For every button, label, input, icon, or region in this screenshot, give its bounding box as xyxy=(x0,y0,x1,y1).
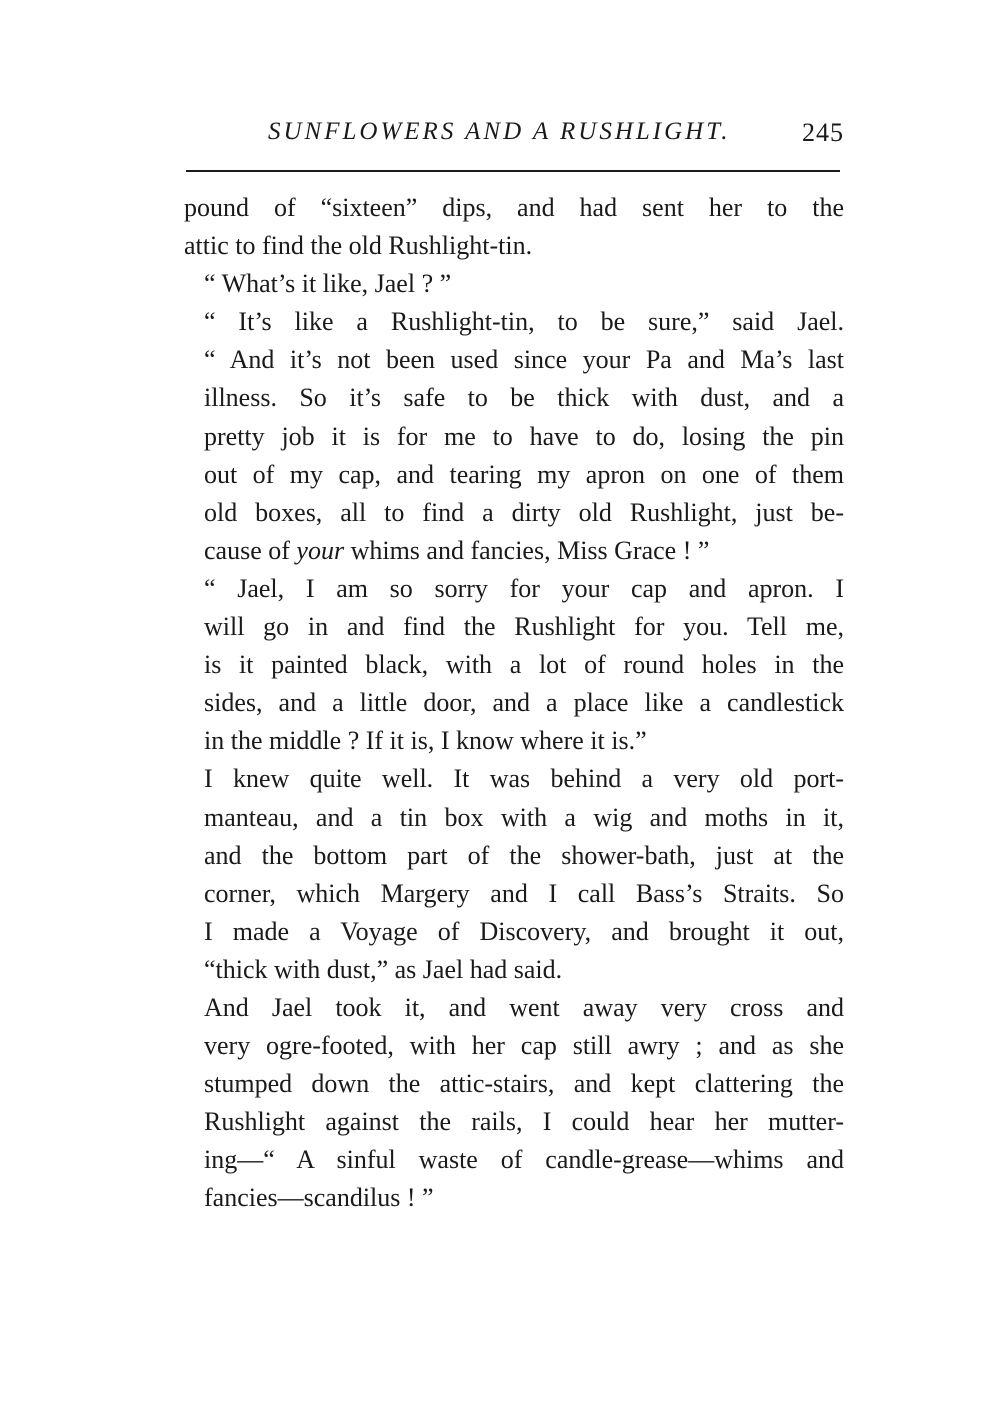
paragraph-4 xyxy=(184,570,844,760)
paragraph-3 xyxy=(184,303,844,570)
text-line: “ What’s it like, Jael ? ” xyxy=(204,269,452,299)
paragraph-2 xyxy=(184,265,844,303)
text-line: out of my cap, and tearing my apron on one of them xyxy=(204,459,844,489)
text-line: “ Jael, I am so sorry for your cap and apron. I xyxy=(204,573,844,603)
paragraph-6 xyxy=(184,989,844,1218)
text-line: corner, which Margery and I call Bass’s Straits. So xyxy=(204,878,844,908)
text-line: “ It’s like a Rushlight-tin, to be sure,” said Jael. xyxy=(204,307,844,337)
text-line: illness. So it’s safe to be thick with dust, and a xyxy=(204,383,844,413)
text-line: pound of “sixteen” dips, and had sent her to the xyxy=(184,193,844,222)
text-line: stumped down the attic-stairs, and kept clattering the xyxy=(204,1069,844,1099)
text-line-with-emphasis xyxy=(184,532,844,570)
paragraph-1 xyxy=(184,189,844,265)
text-line: will go in and find the Rushlight for you. Tell me, xyxy=(204,612,844,642)
text-line: I knew quite well. It was behind a very old port- xyxy=(204,764,844,794)
text-fragment: cause of xyxy=(204,535,297,565)
running-title: SUNFLOWERS AND A RUSHLIGHT. xyxy=(268,118,731,145)
text-line: very ogre-footed, with her cap still awry ; and as she xyxy=(204,1031,844,1061)
text-line: old boxes, all to find a dirty old Rushlight, just be- xyxy=(204,497,844,527)
text-line: And Jael took it, and went away very cross and xyxy=(204,992,844,1022)
body-text xyxy=(184,189,844,1218)
text-line: “ And it’s not been used since your Pa and Ma’s last xyxy=(204,345,844,375)
text-line: in the middle ? If it is, I know where it is.” xyxy=(204,726,647,756)
text-line: pretty job it is for me to have to do, losing the pin xyxy=(204,421,844,451)
text-line: and the bottom part of the shower-bath, just at the xyxy=(204,840,844,870)
text-line: ing—“ A sinful waste of candle-grease—whims and xyxy=(204,1145,844,1175)
text-line: sides, and a little door, and a place like a candlestick xyxy=(204,688,844,718)
paragraph-5 xyxy=(184,760,844,989)
text-fragment: whims and fancies, Miss Grace ! ” xyxy=(344,535,710,565)
running-head xyxy=(184,112,844,158)
text-line: fancies—scandilus ! ” xyxy=(204,1183,434,1213)
text-line: I made a Voyage of Discovery, and brought it out, xyxy=(204,916,844,946)
page-number: 245 xyxy=(802,118,844,147)
text-line: manteau, and a tin box with a wig and moths in it, xyxy=(204,802,844,832)
header-rule xyxy=(186,170,840,172)
text-line: Rushlight against the rails, I could hear her mutter- xyxy=(204,1107,844,1137)
emphasized-word: your xyxy=(296,535,345,565)
text-line: “thick with dust,” as Jael had said. xyxy=(204,954,563,984)
text-line: attic to find the old Rushlight-tin. xyxy=(184,231,533,261)
text-line: is it painted black, with a lot of round holes in the xyxy=(204,650,844,680)
